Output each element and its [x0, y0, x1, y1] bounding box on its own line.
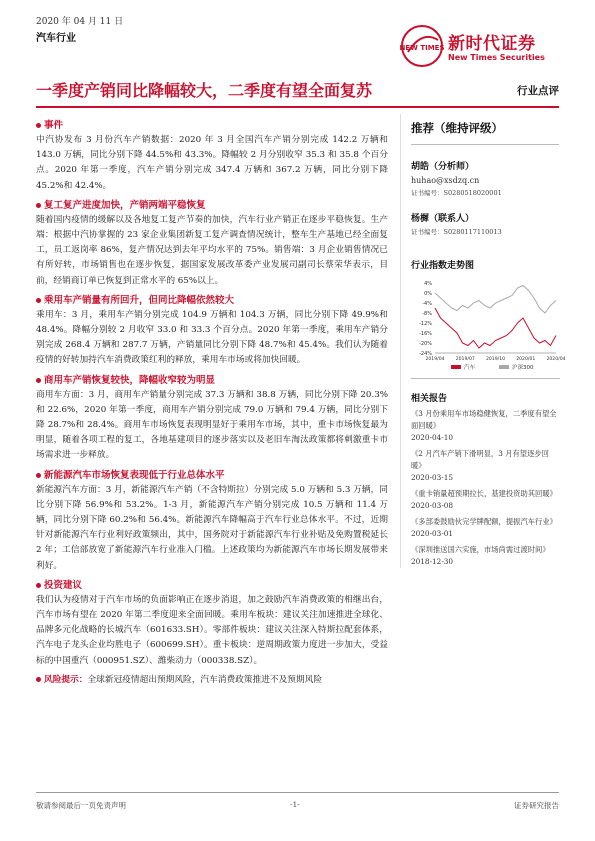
risk-warning — [36, 673, 388, 688]
x-tick-label: 2019/10 — [485, 357, 506, 362]
logo-mark-text: NEW TIMES — [399, 44, 445, 52]
risk-text: 全球新冠疫情超出预期风险，汽车消费政策推进不及预期风险 — [87, 674, 322, 685]
section-recovery — [36, 198, 388, 289]
analyst-card — [411, 159, 559, 197]
report-date: 2020 年 04 月 11 日 — [36, 17, 124, 27]
section-heading: 乘用车产销量有所回升，但同比降幅依然较大 — [36, 293, 388, 308]
index-chart-svg — [411, 279, 566, 379]
section-new-energy — [36, 468, 388, 574]
index-chart — [411, 279, 566, 379]
footer-disclaimer[interactable]: 敬请参阅最后一页免责声明 — [36, 801, 126, 810]
x-tick-label: 2019/07 — [455, 357, 475, 362]
series-line-auto — [435, 308, 556, 348]
section-heading: 商用车产销恢复较快，降幅收窄较为明显 — [36, 373, 388, 388]
report-type: 行业点评 — [517, 85, 559, 97]
rating: 推荐（维持评级） — [411, 120, 559, 145]
logo-chinese-name: 新时代证券 — [448, 34, 536, 54]
section-body: 乘用车：3 月，乘用车产销分别完成 104.9 万辆和 104.3 万辆，同比分别下降 49.9%和 48.4%。降幅分别较 2 月收窄 33.0 和 33.3 个百分点。2020 年第一季度，乘用车产销分别完成 268.4 万辆和 287.7 万辆，产销量同比分别下降 48.7%和 45.4%。我们认为随着疫情的好转加持汽车消费政策红利的释放，乘用车市场或将加快回暖。 — [36, 309, 388, 366]
x-tick-label: 2020/04 — [546, 357, 566, 362]
logo-english-name: New Times Securities — [448, 53, 545, 62]
section-heading: 投资建议 — [36, 578, 388, 593]
section-body: 随着国内疫情的缓解以及各地复工复产节奏的加快，汽车行业产销正在逐步平稳恢复。生产端：根据中汽协掌握的 23 家企业集团新复工复产调查情况统计，整车生产基地已经全面复工，员工返岗率 86%，复产情况达到去年平均水平的 75%。销售端：3 月企业销售情况已有所好转，市场销售也在逐步恢复，据国家发展改革委产业发展司副司长蔡荣华表示，目前，经销商订单已恢复到正常水平的 65%以上。 — [36, 214, 388, 286]
section-event — [36, 118, 388, 194]
bullet-icon — [36, 677, 41, 682]
bullet-icon — [36, 298, 41, 303]
section-body: 新能源汽车方面：3 月，新能源汽车产销（不含特斯拉）分别完成 5.0 万辆和 5.3 万辆，同比分别下降 56.9%和 53.2%。1-3 月，新能源汽车产销分别完成 10.5 万辆和 11.4 万辆，同比分别下降 60.2%和 56.4%。新能源汽车降幅高于汽车行业总体水平。不过，近期针对新能源汽车行业利好政策频出，其中，国务院对于新能源汽车行业补贴及免购置税延长 2 年；工信部放宽了新能源汽车行业准入门槛。上述政策均为新能源汽车市场长期发展带来利好。 — [36, 484, 388, 571]
section-heading: 复工复产进度加快，产销两端平稳恢复 — [36, 198, 388, 213]
bullet-icon — [36, 123, 41, 128]
contact-card — [411, 211, 559, 236]
related-report-item[interactable]: 《深圳推送国六实施，市场尚需过渡时间》 2018-12-30 — [411, 545, 550, 566]
bullet-icon — [36, 378, 41, 383]
y-tick-label: -16% — [419, 331, 432, 337]
analyst-email[interactable]: huhao@xsdzq.cn — [411, 176, 480, 185]
section-commercial-vehicle — [36, 373, 388, 464]
title-divider — [36, 106, 559, 108]
related-reports-list — [411, 408, 559, 568]
bullet-icon — [36, 473, 41, 478]
y-tick-label: -20% — [419, 341, 432, 347]
y-tick-label: -4% — [422, 301, 432, 307]
x-tick-label: 2020/01 — [516, 357, 536, 362]
related-report-item[interactable]: 《多部委鼓励伙完学牌配额，提振汽车行业》 2020-03-01 — [411, 517, 557, 538]
report-title: 一季度产销同比降幅较大，二季度有望全面复苏 — [36, 81, 373, 100]
industry-label: 汽车行业 — [36, 33, 76, 44]
legend-swatch — [499, 365, 509, 369]
footer-divider — [36, 792, 559, 793]
legend-swatch — [451, 365, 461, 369]
bullet-icon — [36, 583, 41, 588]
chart-title: 行业指数走势图 — [411, 261, 475, 271]
sidebar — [400, 114, 566, 568]
y-tick-label: -12% — [419, 321, 432, 327]
y-tick-label: 0% — [424, 291, 432, 297]
y-tick-label: -8% — [422, 311, 432, 317]
contact-cert: 证书编号：S0280117110013 — [411, 228, 502, 236]
page-number: -1- — [290, 800, 300, 809]
footer-report-type: 证券研究报告 — [514, 801, 559, 810]
contact-name: 杨樨（联系人） — [411, 214, 475, 224]
series-line-hs300 — [435, 286, 556, 314]
risk-label: 风险提示： — [44, 674, 88, 685]
related-report-item[interactable]: 《3 月份乘用车市场稳健恢复，二季度有望全面回暖》 2020-04-10 — [411, 409, 557, 442]
section-body: 商用车方面：3 月，商用车产销量分别完成 37.3 万辆和 38.8 万辆，同比分别下降 20.3%和 22.6%，2020 年第一季度，商用车产销分别完成 79.0 万辆和 79.4 万辆，同比分别下降 28.7%和 28.4%。商用车市场恢复表现明显好于乘用车市场，其中，重卡市场恢复最为明显，随着各项工程的复工，各地基建项目的逐步落实以及老旧车淘汰政策都将刺激重卡市场需求进一步释放。 — [36, 389, 388, 461]
section-body: 中汽协发布 3 月份汽车产销数据：2020 年 3 月全国汽车产销分别完成 142.2 万辆和 143.0 万辆，同比分别下降 44.5%和 43.3%。降幅较 2 月分别收窄 35.3 和 35.8 个百分点。2020 年第一季度，汽车产销分别完成 347.4 万辆和 367.2 万辆，同比分别下降 45.2%和 42.4%。 — [36, 135, 388, 191]
legend-label: 汽车 — [464, 365, 476, 371]
main-content — [36, 114, 388, 688]
legend-label: 沪深300 — [512, 365, 534, 371]
related-report-item[interactable]: 《2 月汽车产销下滑明显，3 月有望逐步回暖》 2020-03-15 — [411, 449, 549, 482]
section-body: 我们认为疫情对于汽车市场的负面影响正在逐步消退，加之鼓励汽车消费政策的相继出台，汽车市场有望在 2020 年第二季度迎来全面回暖。乘用车板块：建议关注加速推进全球化、品牌多元化战略的长城汽车（601633.SH）。零部件板块：建议关注深入特斯拉配套体系，汽车电子龙头企业均胜电子（600699.SH）。重卡板块：逆周期政策力度进一步加大，受益标的中国重汽（000951.SZ）、潍柴动力（000338.SZ）。 — [36, 594, 388, 666]
logo-mark-icon — [398, 22, 446, 70]
company-logo — [398, 22, 560, 72]
related-reports-title: 相关报告 — [411, 394, 448, 404]
section-heading: 事件 — [36, 118, 388, 133]
analyst-name: 胡皓（分析师） — [411, 162, 475, 172]
section-investment — [36, 578, 388, 669]
y-tick-label: -24% — [419, 351, 432, 357]
x-tick-label: 2019/04 — [425, 357, 445, 362]
section-passenger-car — [36, 293, 388, 369]
analyst-cert: 证书编号：S0280518020001 — [411, 189, 502, 197]
y-tick-label: 4% — [424, 281, 432, 287]
section-heading: 新能源汽车市场恢复表现低于行业总体水平 — [36, 468, 388, 483]
bullet-icon — [36, 203, 41, 208]
related-report-item[interactable]: 《重卡销量超预期拉长，基建投资助其回暖》 2020-03-08 — [411, 489, 557, 510]
